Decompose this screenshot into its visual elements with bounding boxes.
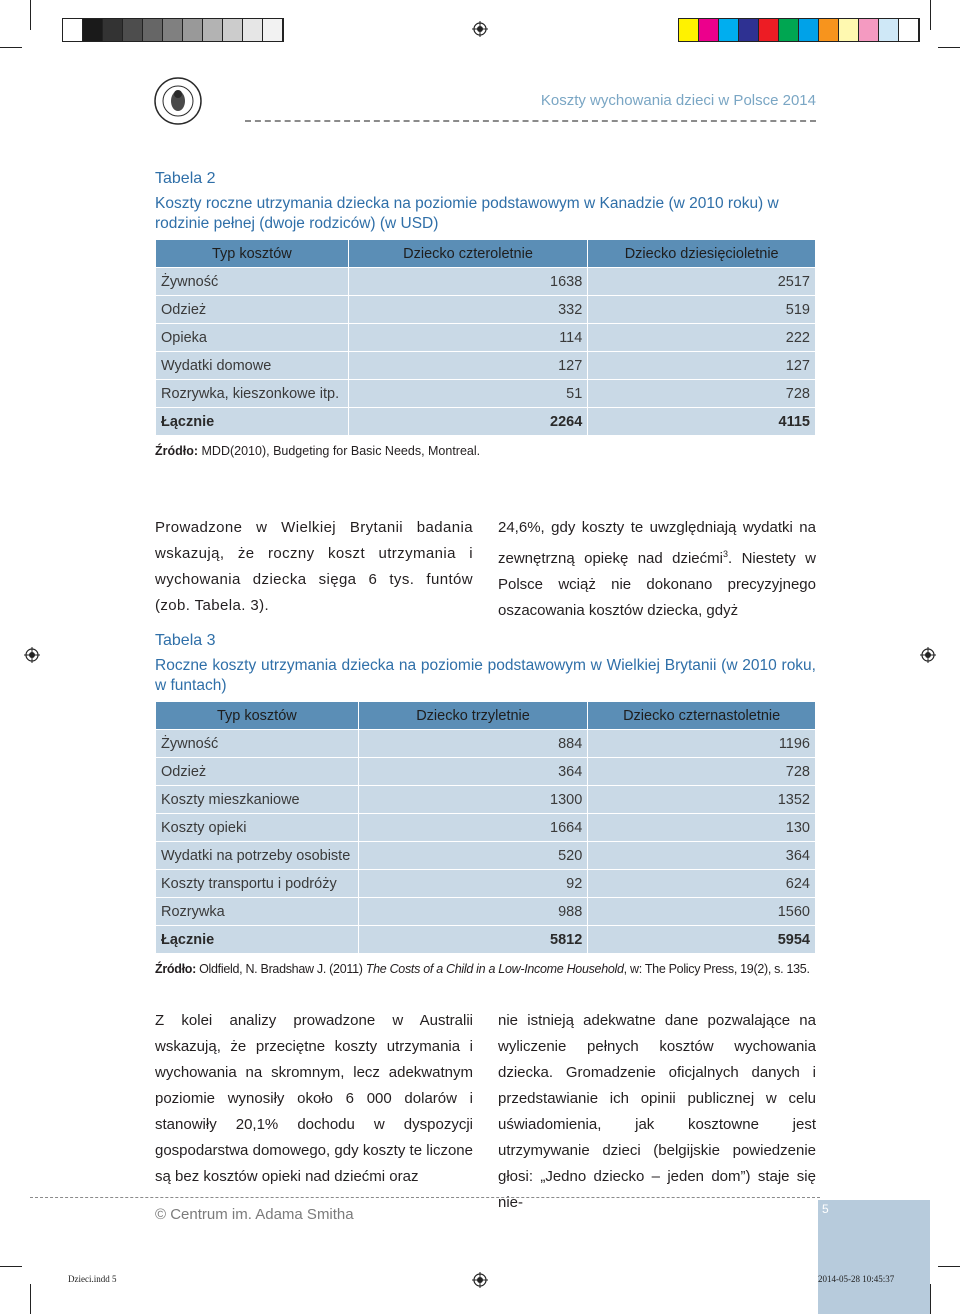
page-number: 5 [822, 1202, 829, 1216]
table-row [156, 380, 816, 408]
cell-value: 988 [358, 898, 588, 926]
body-text [498, 515, 816, 624]
cell-value: 92 [358, 870, 588, 898]
slug-filename: Dzieci.indd 5 [68, 1274, 117, 1284]
table3 [155, 701, 816, 954]
cell-value: 884 [358, 730, 588, 758]
body-text: Z kolei analizy prowadzone w Australii wskazują, że przeciętne koszty utrzymania i wychowania na skromnym, lecz adekwatnym poziomie wynosiły około 6 000 dolarów i stanowiły 20,1% dochodu w dyspozycji gospodarstwa domowego, gdy koszty te liczone są bez kosztów opieki nad dziećmi oraz [155, 1012, 473, 1185]
table-row [156, 730, 816, 758]
body-text-part: 24,6%, gdy koszty te uwzględniają wydatki na zewnętrzną opiekę nad dziećmi [498, 519, 816, 567]
body-text-part: . Niestety w Polsce wciąż nie dokonano precyzyjnego oszacowania kosztów dziecka, gdyż [498, 550, 816, 619]
crop-mark [938, 1266, 960, 1267]
column-header: Dziecko czternastoletnie [588, 702, 816, 730]
cell-value: 222 [588, 324, 816, 352]
row-label: Wydatki domowe [156, 352, 349, 380]
table-total-row [156, 926, 816, 954]
color-swatch [699, 19, 719, 41]
table-row [156, 814, 816, 842]
cell-value: 364 [588, 842, 816, 870]
row-label: Koszty opieki [156, 814, 359, 842]
crop-mark [930, 0, 931, 30]
color-swatch [739, 19, 759, 41]
color-swatch [679, 19, 699, 41]
crop-mark [30, 1284, 31, 1314]
color-swatch [123, 19, 143, 41]
crop-mark [30, 0, 31, 30]
cell-value: 1300 [358, 786, 588, 814]
color-swatch [719, 19, 739, 41]
table-header-row [156, 702, 816, 730]
cell-value: 127 [588, 352, 816, 380]
source-text: , w: The Policy Press, 19(2), s. 135. [623, 962, 810, 976]
centrum-adama-smitha-logo-icon [153, 76, 203, 126]
cell-value: 1664 [358, 814, 588, 842]
registration-target-icon [472, 1272, 488, 1288]
body-text: Prowadzone w Wielkiej Brytanii badania wskazują, że roczny koszt utrzymania i wychowania dziecka sięga 6 tys. funtów (zob. Tabela. 3). [155, 519, 473, 614]
paragraph2-left-column [155, 1008, 473, 1190]
table-header-row [156, 240, 816, 268]
color-swatch [183, 19, 203, 41]
header-divider [245, 120, 816, 122]
color-swatch [223, 19, 243, 41]
row-label: Koszty mieszkaniowe [156, 786, 359, 814]
paragraph2-right-column [498, 1008, 816, 1216]
color-registration-bar [678, 18, 920, 42]
cell-value: 5812 [358, 926, 588, 954]
table2-title: Koszty roczne utrzymania dziecka na poziomie podstawowym w Kanadzie (w 2010 roku) w rodzinie pełnej (dwoje rodziców) (w USD) [155, 195, 779, 232]
color-swatch [839, 19, 859, 41]
footnote-ref: 3 [722, 549, 728, 559]
table-row [156, 786, 816, 814]
cell-value: 130 [588, 814, 816, 842]
cell-value: 1638 [348, 268, 588, 296]
footer-copyright: © Centrum im. Adama Smitha [155, 1206, 354, 1223]
table2-label: Tabela 2 [155, 170, 216, 187]
column-header: Dziecko czteroletnie [348, 240, 588, 268]
registration-target-icon [24, 647, 40, 663]
table3-label: Tabela 3 [155, 632, 216, 649]
cell-value: 519 [588, 296, 816, 324]
color-swatch [143, 19, 163, 41]
cell-value: 332 [348, 296, 588, 324]
row-label: Żywność [156, 730, 359, 758]
color-swatch [819, 19, 839, 41]
color-swatch [759, 19, 779, 41]
footer-divider [30, 1197, 820, 1198]
row-label: Wydatki na potrzeby osobiste [156, 842, 359, 870]
color-swatch [243, 19, 263, 41]
body-text: nie istnieją adekwatne dane pozwalające na wyliczenie pełnych kosztów wychowania dziecka. Gromadzenie oficjalnych danych i przedstawianie ich opinii publicznej w celu uświadomienia, jak kosztowne jest utrzymywanie dzieci (belgijskie powiedzenie głosi: „Jedno dziecko – jeden dom”) staje się nie- [498, 1012, 816, 1211]
column-header: Dziecko dziesięcioletnie [588, 240, 816, 268]
cell-value: 520 [358, 842, 588, 870]
row-label: Żywność [156, 268, 349, 296]
row-label: Odzież [156, 758, 359, 786]
color-swatch [899, 19, 919, 41]
paragraph1-left-column [155, 515, 473, 619]
row-label: Rozrywka, kieszonkowe itp. [156, 380, 349, 408]
cell-value: 51 [348, 380, 588, 408]
crop-mark [0, 1266, 22, 1267]
table-row [156, 352, 816, 380]
color-swatch [879, 19, 899, 41]
color-swatch [779, 19, 799, 41]
table3-source [155, 962, 810, 976]
table2 [155, 239, 816, 436]
row-label: Opieka [156, 324, 349, 352]
source-title: The Costs of a Child in a Low-Income Household [365, 962, 624, 976]
color-swatch [203, 19, 223, 41]
color-swatch [163, 19, 183, 41]
table-row [156, 870, 816, 898]
row-label: Rozrywka [156, 898, 359, 926]
table2-source [155, 444, 480, 458]
cell-value: 1196 [588, 730, 816, 758]
grayscale-registration-bar [62, 18, 284, 42]
table-row [156, 296, 816, 324]
color-swatch [103, 19, 123, 41]
row-label: Koszty transportu i podróży [156, 870, 359, 898]
color-swatch [63, 19, 83, 41]
crop-mark [930, 1284, 931, 1314]
cell-value: 114 [348, 324, 588, 352]
cell-value: 2264 [348, 408, 588, 436]
cell-value: 2517 [588, 268, 816, 296]
column-header: Dziecko trzyletnie [358, 702, 588, 730]
source-label: Źródło: [155, 962, 196, 976]
paragraph1-right-column [498, 515, 816, 624]
page-number-box [818, 1200, 930, 1314]
cell-value: 728 [588, 758, 816, 786]
slug-timestamp: 2014-05-28 10:45:37 [818, 1274, 895, 1284]
source-text: Oldfield, N. Bradshaw J. (2011) [195, 962, 366, 976]
column-header: Typ kosztów [156, 702, 359, 730]
row-label: Łącznie [156, 408, 349, 436]
table-row [156, 898, 816, 926]
source-text: MDD(2010), Budgeting for Basic Needs, Montreal. [198, 444, 481, 458]
registration-target-icon [472, 21, 488, 37]
table-row [156, 268, 816, 296]
registration-target-icon [920, 647, 936, 663]
cell-value: 624 [588, 870, 816, 898]
row-label: Odzież [156, 296, 349, 324]
table-row [156, 758, 816, 786]
cell-value: 127 [348, 352, 588, 380]
column-header: Typ kosztów [156, 240, 349, 268]
crop-mark [938, 47, 960, 48]
color-swatch [263, 19, 283, 41]
crop-mark [0, 47, 22, 48]
table-total-row [156, 408, 816, 436]
running-header-title: Koszty wychowania dzieci w Polsce 2014 [540, 92, 816, 109]
color-swatch [799, 19, 819, 41]
cell-value: 1560 [588, 898, 816, 926]
table-row [156, 842, 816, 870]
color-swatch [83, 19, 103, 41]
cell-value: 5954 [588, 926, 816, 954]
cell-value: 364 [358, 758, 588, 786]
table-row [156, 324, 816, 352]
cell-value: 1352 [588, 786, 816, 814]
color-swatch [859, 19, 879, 41]
row-label: Łącznie [156, 926, 359, 954]
source-label: Źródło: [155, 444, 199, 458]
table3-title: Roczne koszty utrzymania dziecka na poziomie podstawowym w Wielkiej Brytanii (w 2010 roku, w funtach) [155, 657, 816, 694]
cell-value: 728 [588, 380, 816, 408]
cell-value: 4115 [588, 408, 816, 436]
